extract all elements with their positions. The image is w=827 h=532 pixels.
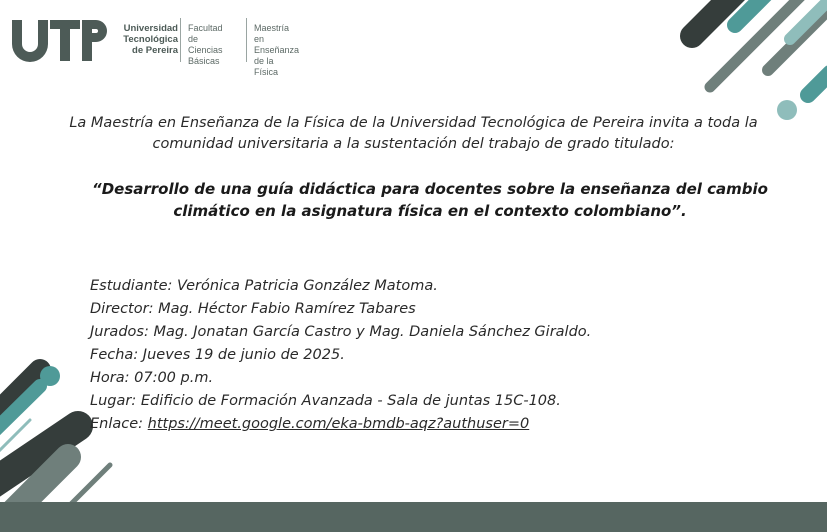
thesis-title: “Desarrollo de una guía didáctica para docentes sobre la enseñanza del cambio climático en la asignatura física en el contexto colombiano”. xyxy=(92,180,768,220)
student-row: Estudiante: Verónica Patricia González Matoma. xyxy=(90,278,438,294)
footer-bar xyxy=(0,502,827,532)
meeting-link[interactable]: https://meet.google.com/eka-bmdb-aqz?authuser=0 xyxy=(147,416,530,432)
invitation-text: La Maestría en Enseñanza de la Física de la Universidad Tecnológica de Pereira invita a toda la comunidad universitaria a la sustentación del trabajo de grado titulado: xyxy=(69,115,758,152)
divider xyxy=(246,18,247,62)
date-row: Fecha: Jueves 19 de junio de 2025. xyxy=(90,347,345,363)
faculty-name: Facultad de Ciencias Básicas xyxy=(188,23,223,66)
link-row: Enlace: https://meet.google.com/eka-bmdb-aqz?authuser=0 xyxy=(90,416,530,432)
jury-row: Jurados: Mag. Jonatan García Castro y Mag. Daniela Sánchez Giraldo. xyxy=(90,324,592,340)
program-name: Maestría en Enseñanza de la Física xyxy=(254,23,300,77)
divider xyxy=(180,18,181,62)
time-row: Hora: 07:00 p.m. xyxy=(90,370,214,386)
university-name: Universidad Tecnológica de Pereira xyxy=(123,23,178,56)
utp-logo-mark xyxy=(10,16,110,64)
event-details xyxy=(90,275,790,436)
director-row: Director: Mag. Héctor Fabio Ramírez Tabares xyxy=(90,301,416,317)
place-row: Lugar: Edificio de Formación Avanzada - Sala de juntas 15C-108. xyxy=(90,393,561,409)
